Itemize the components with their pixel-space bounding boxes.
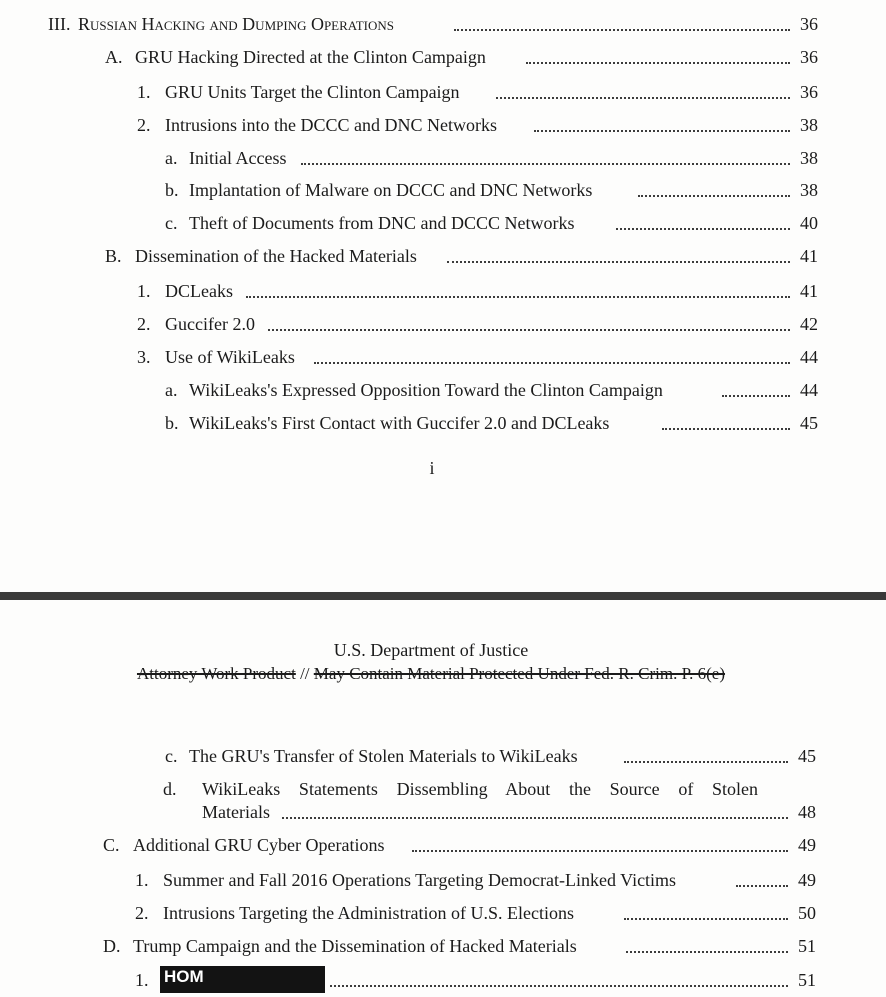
toc-page-number: 38 xyxy=(800,115,818,135)
toc-entry-a-1[interactable] xyxy=(0,80,886,104)
toc-entry-a-2-b[interactable] xyxy=(0,178,886,202)
dot-leader xyxy=(314,362,790,364)
toc-number: d. xyxy=(163,779,177,799)
page-separator xyxy=(0,592,886,600)
dot-leader xyxy=(624,918,788,920)
dot-leader xyxy=(722,395,790,397)
dot-leader xyxy=(736,885,788,887)
toc-entry-d-1[interactable] xyxy=(0,968,886,992)
dot-leader xyxy=(454,29,790,31)
toc-number: 1. xyxy=(137,281,151,301)
toc-title-line-1: WikiLeaks Statements Dissembling About the Source of Stolen xyxy=(202,779,758,799)
toc-number: b. xyxy=(165,413,179,433)
toc-entry-b-3-b[interactable] xyxy=(0,411,886,435)
toc-entry-b-3-d[interactable] xyxy=(0,777,886,801)
toc-entry-b-3[interactable] xyxy=(0,345,886,369)
toc-number: III. xyxy=(48,14,71,34)
department-header: U.S. Department of Justice xyxy=(333,640,529,660)
protective-marking xyxy=(0,662,862,686)
toc-title: Intrusions into the DCCC and DNC Networks xyxy=(165,115,497,135)
toc-page-number: 41 xyxy=(800,281,818,301)
toc-page-number: 45 xyxy=(800,413,818,433)
toc-entry-a-2[interactable] xyxy=(0,113,886,137)
toc-number: a. xyxy=(165,148,178,168)
toc-number: 1. xyxy=(137,82,151,102)
marking-separator: // xyxy=(300,664,310,683)
toc-entry-part-iii[interactable] xyxy=(0,12,886,36)
toc-entry-b-3-d-continued[interactable] xyxy=(0,800,886,824)
toc-title: Russian Hacking and Dumping Operations xyxy=(78,14,395,34)
toc-page-number: 49 xyxy=(798,870,816,890)
redaction-block xyxy=(160,966,325,993)
toc-title: Dissemination of the Hacked Materials xyxy=(135,246,417,266)
toc-page-number: 44 xyxy=(800,347,818,367)
toc-title: Initial Access xyxy=(189,148,287,168)
toc-number: 1. xyxy=(135,970,149,990)
dot-leader xyxy=(526,62,790,64)
toc-entry-b-1[interactable] xyxy=(0,279,886,303)
toc-title: Summer and Fall 2016 Operations Targeting Democrat-Linked Victims xyxy=(163,870,677,890)
toc-page-number: 36 xyxy=(800,47,818,67)
toc-entry-a-2-c[interactable] xyxy=(0,211,886,235)
toc-title: Trump Campaign and the Dissemination of Hacked Materials xyxy=(133,936,577,956)
toc-title: Materials xyxy=(202,802,270,822)
redaction-code: HOM xyxy=(164,967,204,986)
toc-entry-b-3-c[interactable] xyxy=(0,744,886,768)
toc-number: 2. xyxy=(137,115,151,135)
toc-title: WikiLeaks's Expressed Opposition Toward the Clinton Campaign xyxy=(189,380,663,400)
dot-leader xyxy=(638,195,790,197)
toc-entry-section-d[interactable] xyxy=(0,934,886,958)
dot-leader xyxy=(246,296,790,298)
toc-number: A. xyxy=(105,47,123,67)
toc-title: Guccifer 2.0 xyxy=(165,314,255,334)
toc-title: Implantation of Malware on DCCC and DNC Networks xyxy=(189,180,593,200)
toc-entry-c-2[interactable] xyxy=(0,901,886,925)
toc-number: B. xyxy=(105,246,122,266)
toc-title: Theft of Documents from DNC and DCCC Networks xyxy=(189,213,575,233)
toc-title: WikiLeaks's First Contact with Guccifer 2.0 and DCLeaks xyxy=(189,413,610,433)
toc-number: 2. xyxy=(135,903,149,923)
toc-entry-b-2[interactable] xyxy=(0,312,886,336)
dot-leader xyxy=(330,985,788,987)
page-folio: i xyxy=(429,458,435,478)
toc-page-number: 49 xyxy=(798,835,816,855)
toc-page-number: 50 xyxy=(798,903,816,923)
toc-page-number: 51 xyxy=(798,970,816,990)
toc-title: DCLeaks xyxy=(165,281,233,301)
toc-entry-c-1[interactable] xyxy=(0,868,886,892)
toc-entry-section-b[interactable] xyxy=(0,244,886,268)
toc-number: a. xyxy=(165,380,178,400)
toc-page-number: 48 xyxy=(798,802,816,822)
dot-leader xyxy=(412,850,788,852)
toc-entry-b-3-a[interactable] xyxy=(0,378,886,402)
marking-left-struck: Attorney Work Product xyxy=(136,664,296,683)
toc-title: Use of WikiLeaks xyxy=(165,347,295,367)
toc-title: GRU Hacking Directed at the Clinton Campaign xyxy=(135,47,486,67)
toc-title: The GRU's Transfer of Stolen Materials to WikiLeaks xyxy=(189,746,578,766)
toc-page-number: 41 xyxy=(800,246,818,266)
toc-page-number: 40 xyxy=(800,213,818,233)
toc-page-number: 36 xyxy=(800,14,818,34)
dot-leader xyxy=(662,428,790,430)
toc-page-number: 38 xyxy=(800,148,818,168)
toc-title: Additional GRU Cyber Operations xyxy=(133,835,385,855)
toc-entry-section-a[interactable] xyxy=(0,45,886,69)
dot-leader xyxy=(268,329,790,331)
dot-leader xyxy=(626,951,788,953)
dot-leader xyxy=(301,163,790,165)
toc-page-number: 45 xyxy=(798,746,816,766)
dot-leader xyxy=(282,817,788,819)
toc-page-number: 51 xyxy=(798,936,816,956)
toc-number: 1. xyxy=(135,870,149,890)
toc-page-number: 36 xyxy=(800,82,818,102)
toc-title: GRU Units Target the Clinton Campaign xyxy=(165,82,460,102)
dot-leader xyxy=(534,130,790,132)
toc-page-number: 42 xyxy=(800,314,818,334)
toc-page-number: 44 xyxy=(800,380,818,400)
toc-entry-section-c[interactable] xyxy=(0,833,886,857)
marking-right-struck: May Contain Material Protected Under Fed. R. Crim. P. 6(e) xyxy=(313,664,726,683)
toc-number: c. xyxy=(165,746,178,766)
toc-entry-a-2-a[interactable] xyxy=(0,146,886,170)
toc-number: C. xyxy=(103,835,120,855)
dot-leader xyxy=(616,228,790,230)
dot-leader xyxy=(447,261,790,263)
dot-leader xyxy=(496,97,790,99)
toc-title: Intrusions Targeting the Administration of U.S. Elections xyxy=(163,903,575,923)
toc-number: 2. xyxy=(137,314,151,334)
toc-number: D. xyxy=(103,936,121,956)
toc-number: b. xyxy=(165,180,179,200)
dot-leader xyxy=(624,761,788,763)
toc-page-number: 38 xyxy=(800,180,818,200)
toc-number: c. xyxy=(165,213,178,233)
toc-number: 3. xyxy=(137,347,151,367)
